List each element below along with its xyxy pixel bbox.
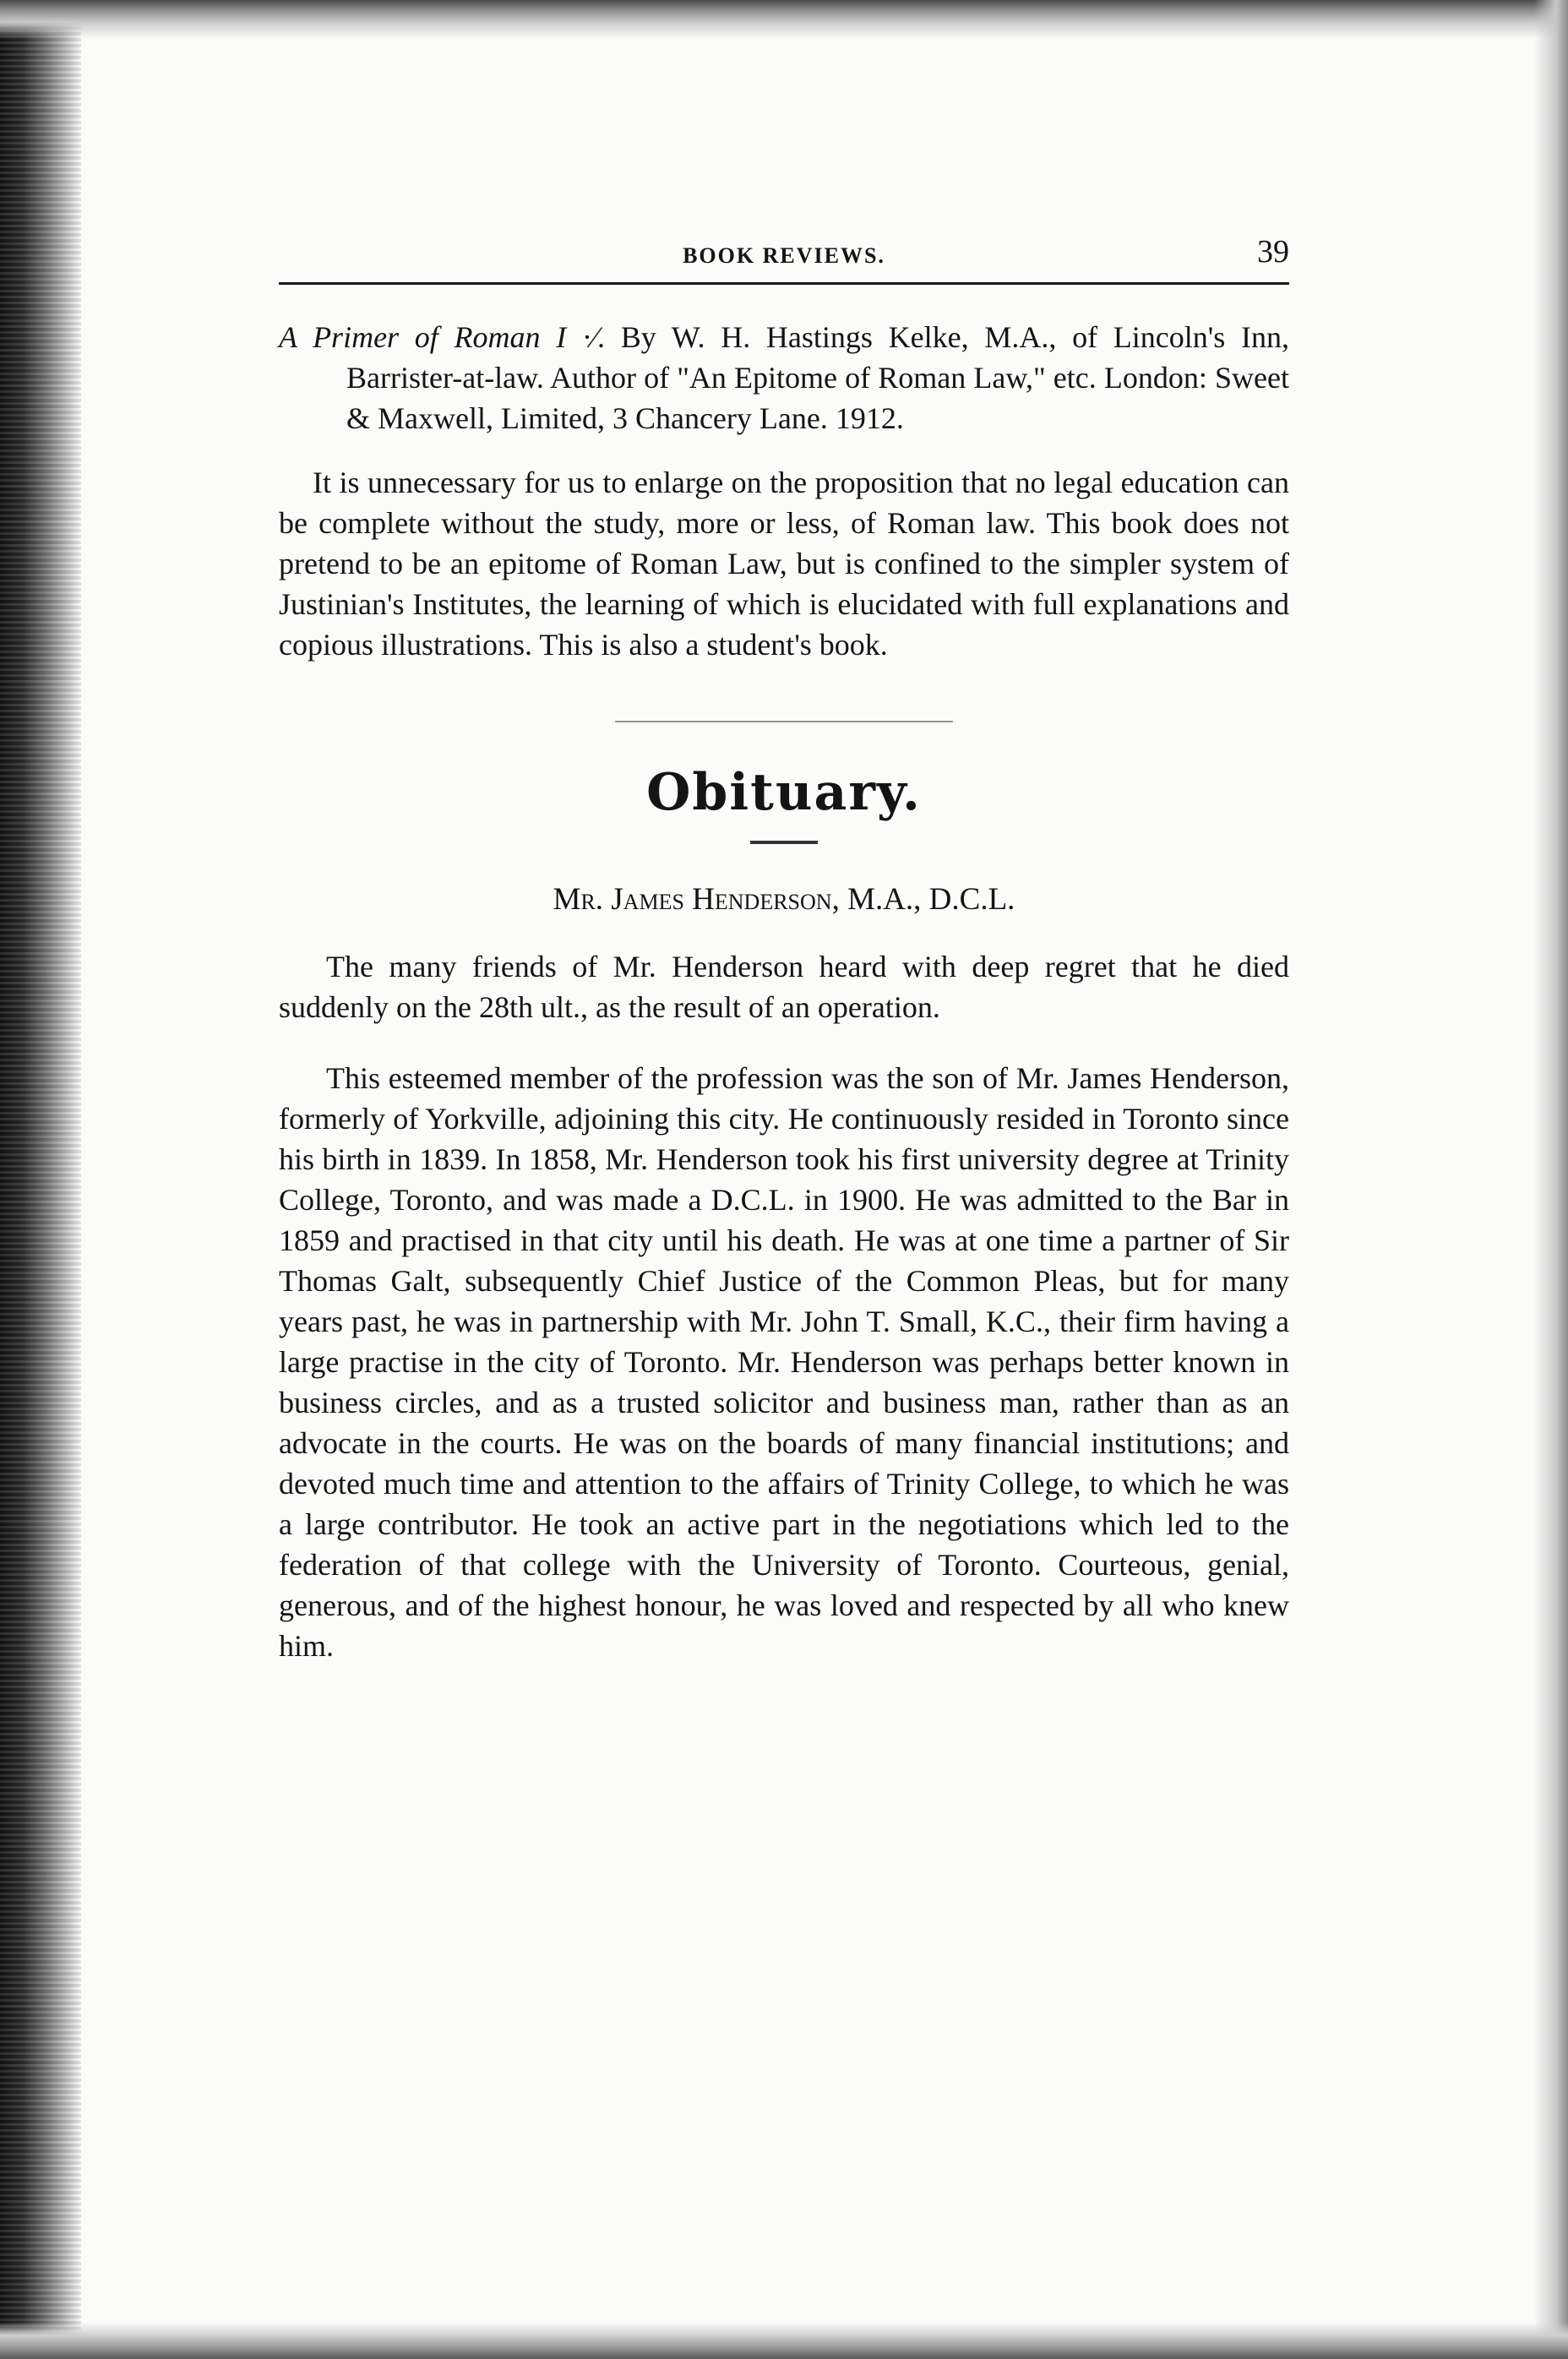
- scan-edge-right: [1534, 0, 1568, 2359]
- obituary-subject-name: Mr. James Henderson, M.A., D.C.L.: [553, 882, 1015, 917]
- book-title-fragment: ·⁄.: [581, 320, 605, 354]
- obituary-heading: Obituary.: [646, 763, 922, 822]
- obituary-paragraph: The many friends of Mr. Henderson heard with deep regret that he died suddenly on the 28th ult., as the result of an operation.: [279, 950, 1289, 1024]
- page-content: [279, 228, 1289, 1697]
- book-review-body: It is unnecessary for us to enlarge on the proposition that no legal education can be complete without the study, more or less, of Roman law. This book does not pretend to be an epitome of Roman Law, but is confined to the simpler system of Justinian's Institutes, the learning of which is elucidated with full explanations and copious illustrations. This is also a student's book.: [279, 466, 1289, 662]
- header-rule: [279, 282, 1289, 285]
- running-title: BOOK REVIEWS.: [683, 243, 885, 268]
- running-header: [279, 228, 1289, 279]
- scan-edge-top: [0, 0, 1568, 39]
- book-author-details: By W. H. Hastings Kelke, M.A., of Lincoln's Inn, Barrister-at-law. Author of "An Epitome of Roman Law," etc. London: Sweet & Maxwell, Limited, 3 Chancery Lane. 1912.: [346, 320, 1289, 435]
- scan-edge-left: [0, 0, 81, 2359]
- obituary-paragraph: This esteemed member of the profession was the son of Mr. James Henderson, formerly of Yorkville, adjoining this city. He continuously resided in Toronto since his birth in 1839. In 1858, Mr. Henderson took his first university degree at Trinity College, Toronto, and was made a D.C.L. in 1900. He was admitted to the Bar in 1859 and practised in that city until his death. He was at one time a partner of Sir Thomas Galt, subsequently Chief Justice of the Common Pleas, but for many years past, he was in partnership with Mr. John T. Small, K.C., their firm having a large practise in the city of Toronto. Mr. Henderson was perhaps better known in business circles, and as a trusted solicitor and business man, rather than as an advocate in the courts. He was on the boards of many financial institutions; and devoted much time and attention to the affairs of Trinity College, to which he was a large contributor. He took an active part in the negotiations which led to the federation of that college with the University of Toronto. Courteous, genial, generous, and of the highest honour, he was loved and respected by all who knew him.: [279, 1061, 1289, 1663]
- heading-ornament: [750, 841, 818, 844]
- book-review-citation: [279, 317, 1289, 439]
- section-divider: [615, 721, 953, 722]
- book-title: A Primer of Roman I: [279, 320, 567, 354]
- scan-edge-bottom: [0, 2322, 1568, 2359]
- page-number: 39: [1257, 234, 1289, 270]
